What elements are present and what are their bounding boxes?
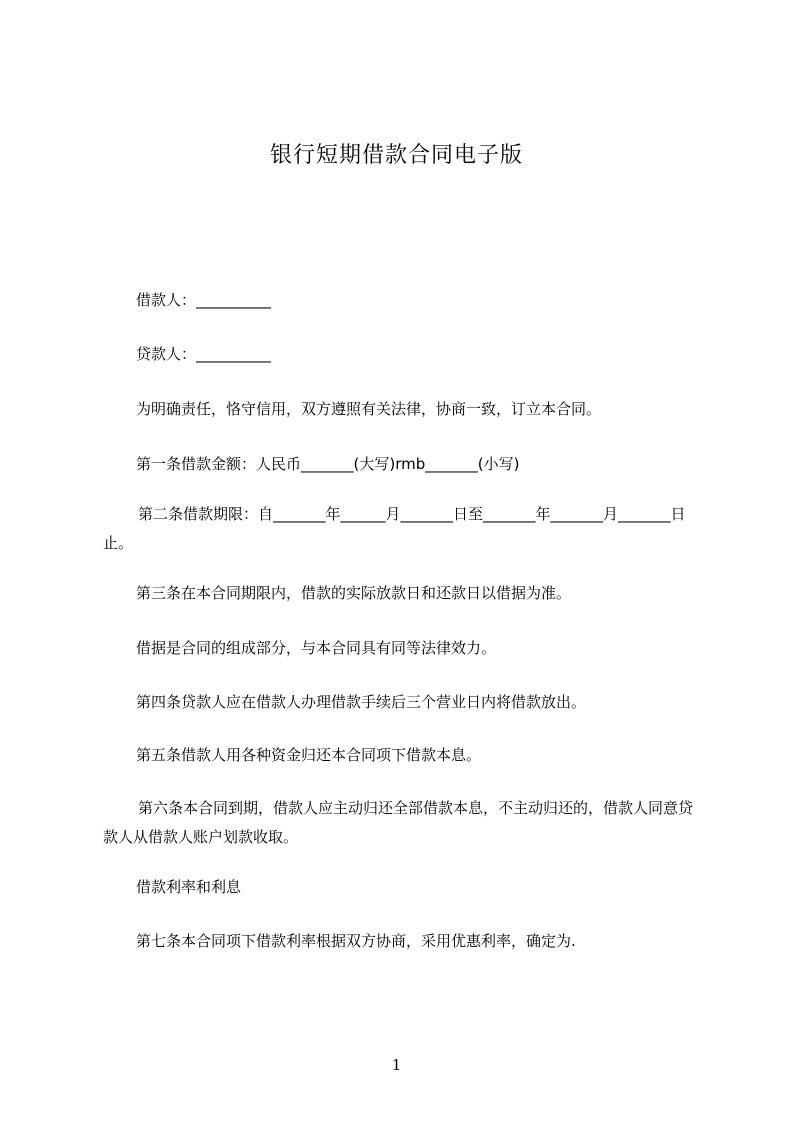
receipt-validity-paragraph: 借据是合同的组成部分，与本合同具有同等法律效力。 bbox=[136, 639, 497, 657]
article-7-paragraph: 第七条本合同项下借款利率根据双方协商，采用优惠利率，确定为. bbox=[136, 932, 576, 950]
document-title: 银行短期借款合同电子版 bbox=[269, 143, 523, 168]
article-5-paragraph: 第五条借款人用各种资金归还本合同项下借款本息。 bbox=[136, 746, 482, 764]
article-1-loan-amount: 第一条借款金额：人民币_______(大写)rmb_______(小写) bbox=[136, 455, 520, 473]
preamble-paragraph: 为明确责任，恪守信用，双方遵照有关法律，协商一致，订立本合同。 bbox=[136, 400, 602, 418]
interest-section-heading: 借款利率和利息 bbox=[136, 878, 242, 896]
lender-line: 贷款人：__________ bbox=[136, 345, 272, 363]
article-2-loan-term: 第二条借款期限：自_______年______月_______日至_______年_______月_______日止。 bbox=[103, 505, 686, 552]
article-4-paragraph: 第四条贷款人应在借款人办理借款手续后三个营业日内将借款放出。 bbox=[136, 693, 587, 711]
article-3-paragraph: 第三条在本合同期限内，借款的实际放款日和还款日以借据为准。 bbox=[136, 584, 572, 602]
page-number: 1 bbox=[391, 1056, 402, 1074]
article-6-paragraph: 第六条本合同到期，借款人应主动归还全部借款本息，不主动归还的，借款人同意贷款人从借款人账户划款收取。 bbox=[103, 799, 694, 846]
borrower-line: 借款人：__________ bbox=[136, 291, 272, 309]
